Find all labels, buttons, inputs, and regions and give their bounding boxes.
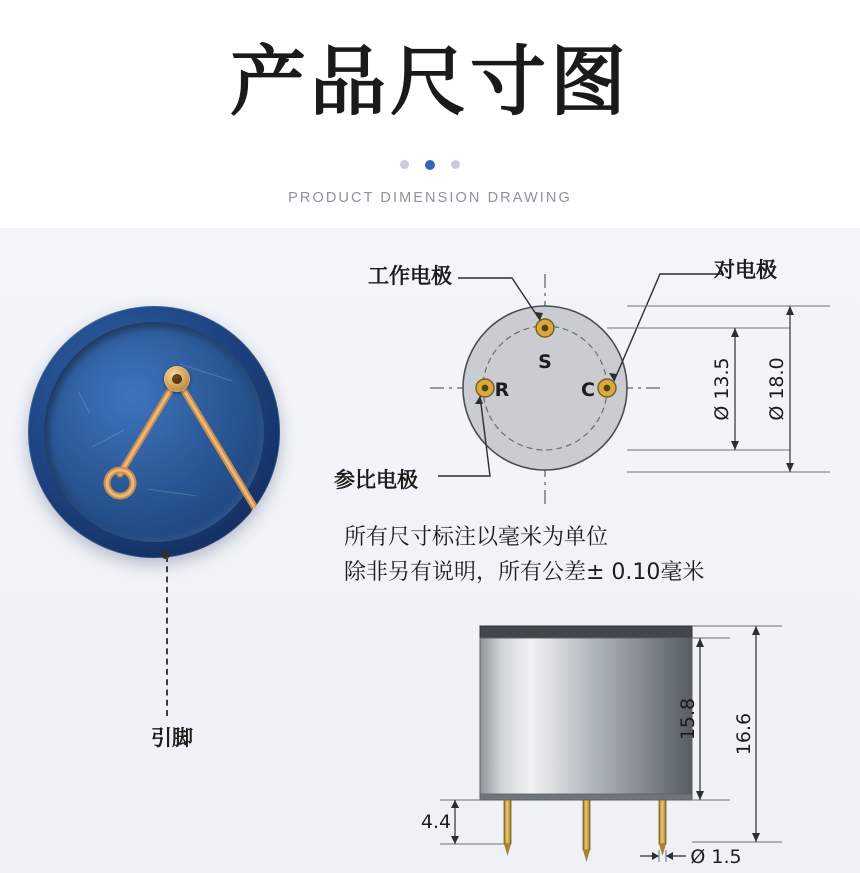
page-subtitle: PRODUCT DIMENSION DRAWING — [288, 190, 572, 206]
note-line-1: 所有尺寸标注以毫米为单位 — [344, 525, 609, 550]
copper-wire-trace — [28, 306, 280, 558]
page-title: 产品尺寸图 — [230, 37, 630, 126]
carousel-dots[interactable] — [0, 156, 860, 174]
side-view-svg — [400, 618, 850, 868]
top-view-drawing — [330, 236, 850, 521]
dim-pin-offset: 4.4 — [420, 811, 452, 833]
carousel-dot-3[interactable] — [451, 160, 460, 169]
carousel-dot-2-active[interactable] — [425, 160, 435, 170]
label-working-electrode: 工作电极 — [368, 264, 452, 288]
dim-body-height: 15.8 — [677, 697, 699, 741]
dim-outer-diameter: Ø 18.0 — [766, 357, 788, 421]
sensor-pad-counter — [250, 504, 276, 530]
svg-text:C: C — [581, 379, 595, 401]
dim-inner-diameter: Ø 13.5 — [711, 357, 733, 421]
tolerance-notes — [344, 520, 704, 590]
side-view-drawing — [400, 618, 850, 868]
label-reference-electrode: 参比电极 — [334, 468, 418, 492]
carousel-dot-1[interactable] — [400, 160, 409, 169]
note-line-2: 除非另有说明，所有公差± 0.10毫米 — [344, 560, 705, 586]
page-header — [0, 0, 860, 228]
diagram-panel — [0, 228, 860, 873]
pin-callout-label: 引脚 — [151, 726, 193, 750]
sensor-pad-working — [164, 366, 190, 392]
electrochemical-sensor-bottom-photo — [28, 306, 280, 558]
label-counter-electrode: 对电极 — [714, 258, 777, 282]
svg-text:S: S — [538, 351, 552, 373]
dim-total-height: 16.6 — [733, 712, 755, 756]
svg-text:R: R — [494, 379, 510, 401]
dim-pin-diameter: Ø 1.5 — [690, 846, 742, 868]
sensor-photo-block — [28, 306, 288, 566]
pin-callout-leader-line — [166, 556, 168, 716]
